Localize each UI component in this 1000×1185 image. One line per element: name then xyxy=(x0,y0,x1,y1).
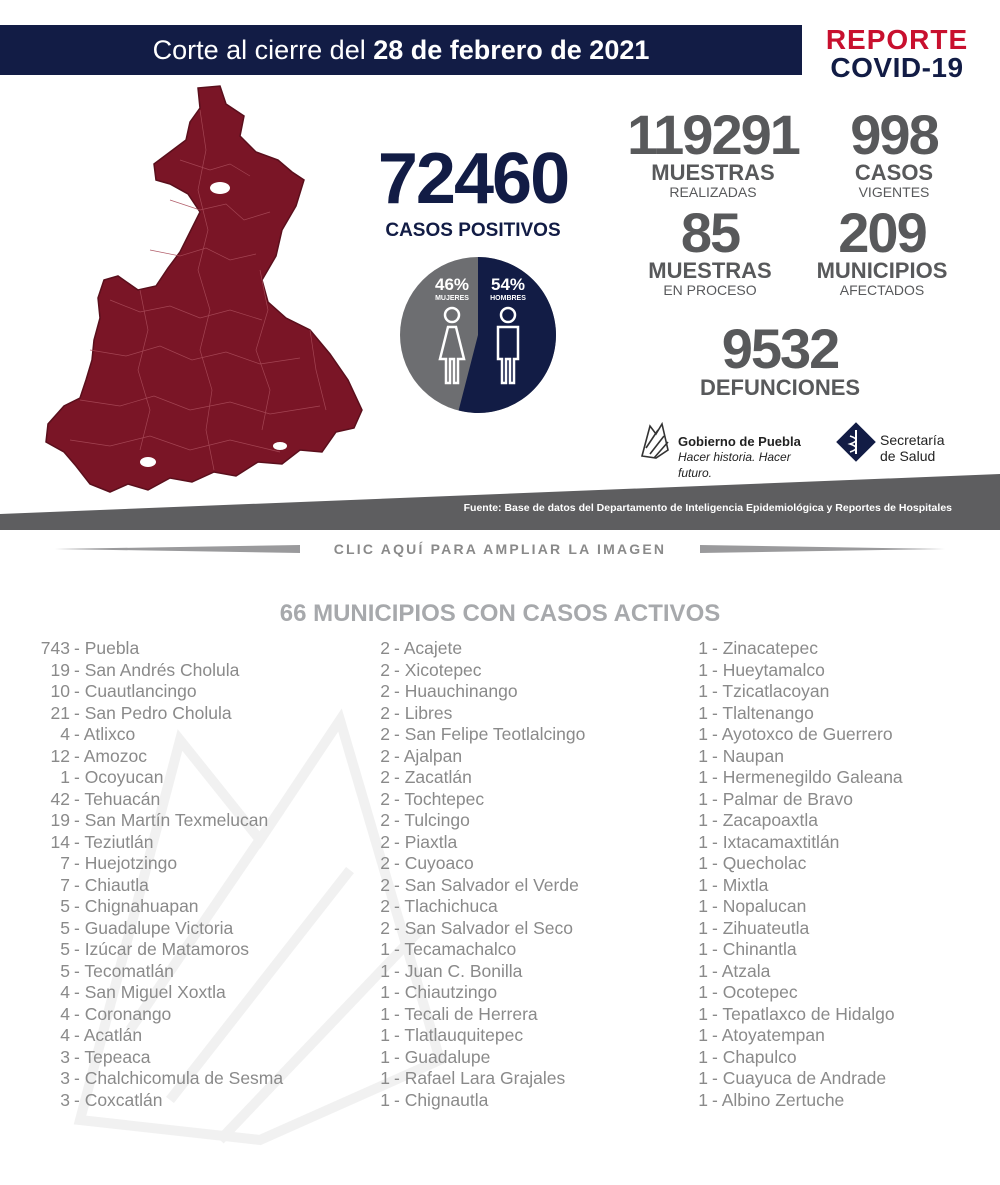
list-item xyxy=(30,724,283,746)
municipality-name: - Tecomatlán xyxy=(74,960,174,981)
case-count: 1 xyxy=(698,659,708,680)
women-pct: 46% xyxy=(434,275,470,294)
municipality-column-1 xyxy=(30,638,283,1111)
men-pct: 54% xyxy=(490,275,526,294)
list-item xyxy=(350,939,585,961)
case-count: 1 xyxy=(380,960,390,981)
municipalities-label: MUNICIPIOS xyxy=(816,258,948,283)
case-count: 5 xyxy=(60,960,70,981)
active-cases-label: CASOS xyxy=(854,160,934,185)
report-badge xyxy=(822,26,972,82)
municipality-name: - Piaxtla xyxy=(394,831,458,852)
deaths-stat xyxy=(690,317,870,400)
case-count: 1 xyxy=(698,745,708,766)
case-count: 1 xyxy=(698,853,708,873)
case-count: 1 xyxy=(698,1089,708,1110)
case-count: 2 xyxy=(380,724,390,744)
list-item xyxy=(668,918,903,940)
case-count: 1 xyxy=(698,638,708,658)
processing-value: 85 xyxy=(680,201,740,264)
case-count: 2 xyxy=(380,853,390,873)
list-item xyxy=(30,746,283,768)
list-item xyxy=(668,767,903,789)
case-count: 2 xyxy=(380,767,390,787)
municipality-name: - Albino Zertuche xyxy=(712,1089,845,1110)
case-count: 4 xyxy=(60,1003,70,1024)
case-count: 1 xyxy=(380,1068,390,1088)
municipality-name: - Chiautla xyxy=(74,874,149,895)
municipality-name: - Rafael Lara Grajales xyxy=(394,1068,566,1088)
list-item xyxy=(30,853,283,875)
municipality-name: - Cuayuca de Andrade xyxy=(712,1068,887,1088)
list-item xyxy=(30,1090,283,1112)
source-note: Fuente: Base de datos del Departamento de Inteligencia Epidemiológica y Reportes de Hospitales xyxy=(463,502,952,514)
municipality-name: - Zacatlán xyxy=(394,767,472,787)
municipality-name: - Coronango xyxy=(74,1003,172,1024)
list-item xyxy=(350,789,585,811)
case-count: 5 xyxy=(60,939,70,959)
list-item xyxy=(668,703,903,725)
municipality-name: - Atlixco xyxy=(74,724,136,744)
municipality-name: - Atzala xyxy=(712,960,771,981)
municipality-name: - Tlaltenango xyxy=(712,702,814,723)
municipality-name: - Ocotepec xyxy=(712,982,798,1002)
case-count: 1 xyxy=(698,1003,708,1024)
list-item xyxy=(668,832,903,854)
deaths-label: DEFUNCIONES xyxy=(699,375,861,400)
list-item xyxy=(668,1090,903,1112)
municipality-name: - Hueytamalco xyxy=(712,659,825,680)
samples-sublabel: REALIZADAS xyxy=(669,184,757,200)
list-item xyxy=(668,660,903,682)
header-date: 28 de febrero de 2021 xyxy=(373,35,650,65)
municipality-name: - Zinacatepec xyxy=(712,638,819,658)
list-item xyxy=(668,939,903,961)
municipality-name: - Tecali de Herrera xyxy=(394,1003,538,1024)
case-count: 3 xyxy=(60,1068,70,1088)
case-count: 5 xyxy=(60,917,70,938)
case-count: 1 xyxy=(380,1089,390,1110)
municipality-name: - Ocoyucan xyxy=(74,767,164,787)
municipality-name: - Tulcingo xyxy=(394,810,470,830)
list-item xyxy=(350,810,585,832)
gender-split-chart xyxy=(398,255,558,415)
case-count: 1 xyxy=(698,767,708,787)
positive-cases-label: CASOS POSITIVOS xyxy=(385,220,561,241)
case-count: 1 xyxy=(698,960,708,981)
list-item xyxy=(350,875,585,897)
samples-label: MUESTRAS xyxy=(651,160,775,185)
municipality-name: - Tzicatlacoyan xyxy=(712,681,830,701)
case-count: 14 xyxy=(50,831,70,852)
list-item xyxy=(30,875,283,897)
list-item xyxy=(30,660,283,682)
case-count: 1 xyxy=(698,788,708,809)
municipalities-sublabel: AFECTADOS xyxy=(839,282,925,298)
list-item xyxy=(350,918,585,940)
municipality-name: - San Miguel Xoxtla xyxy=(74,982,226,1002)
list-item xyxy=(668,724,903,746)
case-count: 2 xyxy=(380,788,390,809)
samples-stat xyxy=(618,103,808,200)
case-count: 2 xyxy=(380,681,390,701)
list-item xyxy=(30,918,283,940)
header-date-line xyxy=(0,25,802,75)
municipality-column-3 xyxy=(668,638,903,1111)
list-item xyxy=(30,638,283,660)
municipality-name: - Chignahuapan xyxy=(74,896,199,916)
municipality-name: - Xicotepec xyxy=(394,659,482,680)
case-count: 10 xyxy=(50,681,70,701)
case-count: 4 xyxy=(60,1025,70,1045)
secretaria-salud-logo xyxy=(836,422,966,466)
municipality-name: - Tecamachalco xyxy=(394,939,517,959)
list-item xyxy=(30,961,283,983)
salud-line1: Secretaría xyxy=(880,432,945,448)
case-count: 2 xyxy=(380,874,390,895)
list-item xyxy=(668,1004,903,1026)
list-item xyxy=(30,1025,283,1047)
case-count: 7 xyxy=(60,874,70,895)
positive-cases-value: 72460 xyxy=(377,139,569,219)
case-count: 1 xyxy=(698,874,708,895)
municipality-name: - Acatlán xyxy=(74,1025,143,1045)
list-item xyxy=(350,832,585,854)
list-item xyxy=(668,810,903,832)
list-item xyxy=(668,1025,903,1047)
municipality-name: - Chiautzingo xyxy=(394,982,498,1002)
municipality-name: - San Martín Texmelucan xyxy=(74,810,269,830)
active-cases-sublabel: VIGENTES xyxy=(858,184,930,200)
list-item xyxy=(30,789,283,811)
municipality-name: - Guadalupe Victoria xyxy=(74,917,234,938)
list-item xyxy=(30,896,283,918)
municipality-name: - Chignautla xyxy=(394,1089,489,1110)
list-item xyxy=(668,1047,903,1069)
case-count: 2 xyxy=(380,638,390,658)
municipality-name: - Mixtla xyxy=(712,874,769,895)
case-count: 1 xyxy=(698,939,708,959)
list-item xyxy=(350,681,585,703)
list-item xyxy=(350,746,585,768)
municipality-name: - Palmar de Bravo xyxy=(712,788,854,809)
list-item xyxy=(350,1047,585,1069)
list-item xyxy=(668,961,903,983)
active-cases-stat xyxy=(820,103,968,200)
processing-stat xyxy=(630,201,790,298)
municipality-name: - Ayotoxco de Guerrero xyxy=(712,724,893,744)
municipality-name: - Coxcatlán xyxy=(74,1089,163,1110)
list-item xyxy=(350,1025,585,1047)
active-cases-value: 998 xyxy=(850,103,938,166)
municipality-name: - Tepatlaxco de Hidalgo xyxy=(712,1003,895,1024)
list-item xyxy=(350,1068,585,1090)
municipality-name: - Ixtacamaxtitlán xyxy=(712,831,840,852)
case-count: 12 xyxy=(50,745,70,766)
salud-line2: de Salud xyxy=(880,448,936,464)
municipality-name: - Ajalpan xyxy=(394,745,463,766)
puebla-map[interactable] xyxy=(30,80,380,500)
case-count: 1 xyxy=(380,1025,390,1045)
processing-label: MUESTRAS xyxy=(648,258,772,283)
case-count: 743 xyxy=(40,638,70,658)
list-item xyxy=(30,1047,283,1069)
list-item xyxy=(350,638,585,660)
case-count: 1 xyxy=(698,724,708,744)
list-item xyxy=(350,767,585,789)
list-item xyxy=(30,982,283,1004)
municipality-name: - Chinantla xyxy=(712,939,797,959)
municipality-name: - Tochtepec xyxy=(394,788,485,809)
case-count: 21 xyxy=(50,702,70,723)
active-municipalities-title: 66 MUNICIPIOS CON CASOS ACTIVOS xyxy=(279,600,721,627)
municipality-name: - Huejotzingo xyxy=(74,853,178,873)
municipality-name: - Acajete xyxy=(394,638,463,658)
badge-line1: REPORTE xyxy=(825,24,969,55)
case-count: 1 xyxy=(380,1046,390,1067)
enlarge-image-link[interactable]: CLIC AQUÍ PARA AMPLIAR LA IMAGEN xyxy=(333,541,667,557)
list-item xyxy=(30,767,283,789)
case-count: 1 xyxy=(380,1003,390,1024)
deaths-value: 9532 xyxy=(721,317,839,380)
puebla-emblem-icon xyxy=(636,420,674,462)
municipality-name: - Teziutlán xyxy=(74,831,154,852)
case-count: 1 xyxy=(698,1025,708,1045)
list-item xyxy=(30,810,283,832)
municipalities-stat xyxy=(806,201,958,298)
municipality-name: - Libres xyxy=(394,702,453,723)
badge-line2: COVID-19 xyxy=(830,52,964,83)
municipality-name: - Atoyatempan xyxy=(712,1025,825,1045)
municipality-name: - Tlatlauquitepec xyxy=(394,1025,524,1045)
municipality-name: - Naupan xyxy=(712,745,784,766)
municipality-name: - San Pedro Cholula xyxy=(74,702,232,723)
health-emblem-icon xyxy=(836,422,876,462)
list-item xyxy=(668,853,903,875)
list-item xyxy=(350,982,585,1004)
case-count: 2 xyxy=(380,917,390,938)
header-prefix: Corte al cierre del xyxy=(152,35,374,65)
case-count: 5 xyxy=(60,896,70,916)
processing-sublabel: EN PROCESO xyxy=(663,282,757,298)
municipality-name: - Zacapoaxtla xyxy=(712,810,819,830)
list-item xyxy=(350,1090,585,1112)
list-item xyxy=(350,853,585,875)
municipality-name: - San Andrés Cholula xyxy=(74,659,240,680)
case-count: 1 xyxy=(380,939,390,959)
list-item xyxy=(30,832,283,854)
municipality-name: - Tlachichuca xyxy=(394,896,498,916)
case-count: 7 xyxy=(60,853,70,873)
list-item xyxy=(668,638,903,660)
list-item xyxy=(350,896,585,918)
municipality-name: - San Felipe Teotlalcingo xyxy=(394,724,586,744)
list-item xyxy=(30,1004,283,1026)
case-count: 3 xyxy=(60,1089,70,1110)
municipality-name: - Huauchinango xyxy=(394,681,518,701)
case-count: 2 xyxy=(380,659,390,680)
case-count: 4 xyxy=(60,982,70,1002)
municipality-name: - Cuautlancingo xyxy=(74,681,197,701)
list-item xyxy=(30,939,283,961)
case-count: 1 xyxy=(698,917,708,938)
case-count: 4 xyxy=(60,724,70,744)
municipality-name: - Izúcar de Matamoros xyxy=(74,939,250,959)
case-count: 1 xyxy=(380,982,390,1002)
municipality-name: - Tepeaca xyxy=(74,1046,151,1067)
municipality-name: - Tehuacán xyxy=(74,788,161,809)
list-item xyxy=(350,660,585,682)
municipality-column-2 xyxy=(350,638,585,1111)
list-item xyxy=(668,789,903,811)
positive-cases-block xyxy=(350,138,596,242)
gob-name: Gobierno de Puebla xyxy=(678,434,801,449)
list-item xyxy=(668,875,903,897)
gob-slogan: Hacer historia. Hacer futuro. xyxy=(678,450,791,480)
municipality-name: - Chapulco xyxy=(712,1046,797,1067)
municipalities-value: 209 xyxy=(838,201,926,264)
men-label: HOMBRES xyxy=(490,295,526,302)
list-item xyxy=(668,1068,903,1090)
municipality-name: - Zihuateutla xyxy=(712,917,810,938)
case-count: 2 xyxy=(380,810,390,830)
case-count: 42 xyxy=(50,788,70,809)
list-item xyxy=(668,982,903,1004)
case-count: 1 xyxy=(698,896,708,916)
samples-value: 119291 xyxy=(627,103,799,166)
list-item xyxy=(668,896,903,918)
case-count: 19 xyxy=(50,810,70,830)
list-item xyxy=(30,1068,283,1090)
gobierno-puebla-logo xyxy=(636,420,826,480)
list-item xyxy=(30,681,283,703)
municipality-name: - Puebla xyxy=(74,638,140,658)
case-count: 2 xyxy=(380,702,390,723)
municipality-name: - Guadalupe xyxy=(394,1046,491,1067)
list-item xyxy=(350,1004,585,1026)
case-count: 1 xyxy=(698,1046,708,1067)
municipality-name: - Cuyoaco xyxy=(394,853,474,873)
case-count: 19 xyxy=(50,659,70,680)
case-count: 1 xyxy=(698,831,708,852)
case-count: 1 xyxy=(60,767,70,787)
case-count: 1 xyxy=(698,810,708,830)
municipality-name: - Hermenegildo Galeana xyxy=(712,767,903,787)
case-count: 2 xyxy=(380,896,390,916)
municipality-name: - Juan C. Bonilla xyxy=(394,960,523,981)
list-item xyxy=(30,703,283,725)
municipality-name: - Amozoc xyxy=(74,745,147,766)
case-count: 1 xyxy=(698,982,708,1002)
municipality-name: - Quecholac xyxy=(712,853,807,873)
list-item xyxy=(350,724,585,746)
list-item xyxy=(350,703,585,725)
case-count: 2 xyxy=(380,831,390,852)
case-count: 1 xyxy=(698,702,708,723)
municipality-name: - San Salvador el Verde xyxy=(394,874,579,895)
case-count: 1 xyxy=(698,681,708,701)
case-count: 1 xyxy=(698,1068,708,1088)
case-count: 3 xyxy=(60,1046,70,1067)
women-label: MUJERES xyxy=(435,295,469,302)
municipality-name: - Chalchicomula de Sesma xyxy=(74,1068,284,1088)
list-item xyxy=(668,746,903,768)
case-count: 2 xyxy=(380,745,390,766)
municipality-name: - San Salvador el Seco xyxy=(394,917,573,938)
list-item xyxy=(350,961,585,983)
municipality-name: - Nopalucan xyxy=(712,896,807,916)
list-item xyxy=(668,681,903,703)
